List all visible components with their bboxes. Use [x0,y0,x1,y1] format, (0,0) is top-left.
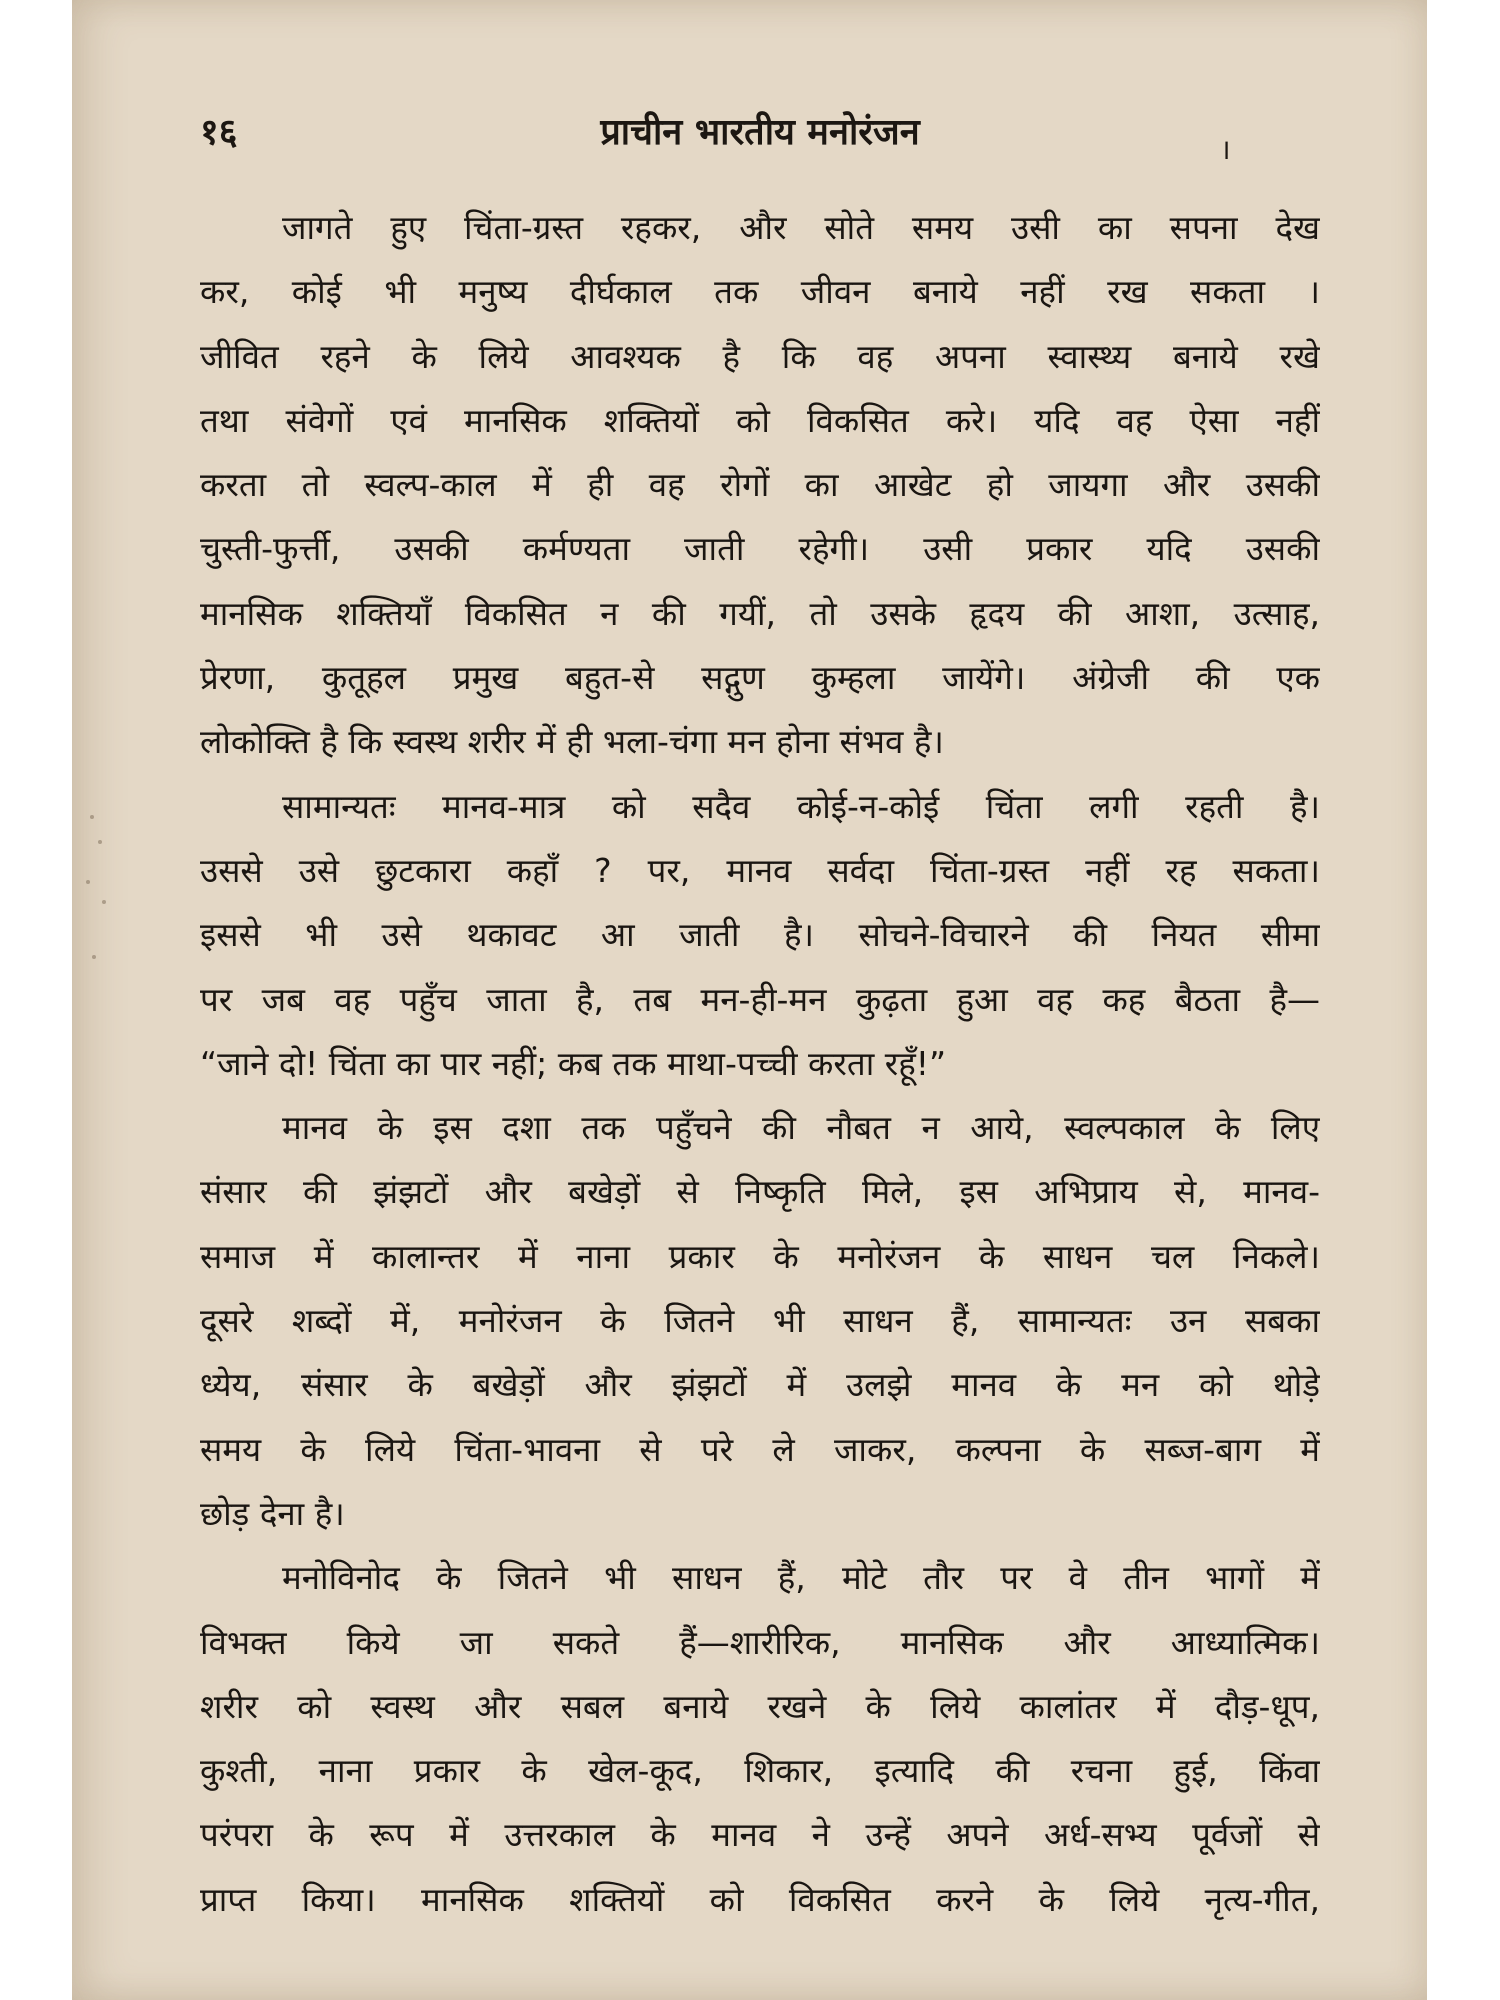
running-title: प्राचीन भारतीय मनोरंजन [600,112,920,153]
text-line: दूसरे शब्दों में, मनोरंजन के जितने भी साधन हैं, सामान्यतः उन सबका [200,1301,1320,1341]
paper-speck [98,840,102,844]
text-line: समाज में कालान्तर में नाना प्रकार के मनोरंजन के साधन चल निकले। [200,1236,1320,1276]
text-line: समय के लिये चिंता-भावना से परे ले जाकर, कल्पना के सब्ज-बाग में [200,1429,1320,1469]
text-line: “जाने दो! चिंता का पार नहीं; कब तक माथा-पच्ची करता रहूँ!” [200,1043,947,1083]
text-line: कुश्ती, नाना प्रकार के खेल-कूद, शिकार, इत्यादि की रचना हुई, किंवा [200,1751,1320,1791]
text-line: संसार की झंझटों और बखेड़ों से निष्कृति मिले, इस अभिप्राय से, मानव- [200,1172,1320,1212]
page-number: १६ [200,112,238,153]
paper-speck [90,815,94,819]
text-line: प्रेरणा, कुतूहल प्रमुख बहुत-से सद्गुण कुम्हला जायेंगे। अंग्रेजी की एक [200,658,1320,698]
paper-speck [102,900,106,904]
text-line: प्राप्त किया। मानसिक शक्तियों को विकसित करने के लिये नृत्य-गीत, [200,1879,1320,1919]
text-line: मानसिक शक्तियाँ विकसित न की गयीं, तो उसके हृदय की आशा, उत्साह, [200,593,1320,633]
text-line: शरीर को स्वस्थ और सबल बनाये रखने के लिये कालांतर में दौड़-धूप, [200,1686,1320,1726]
text-line: पर जब वह पहुँच जाता है, तब मन-ही-मन कुढ़ता हुआ वह कह बैठता है— [200,979,1320,1019]
text-line: चुस्ती-फुर्त्ती, उसकी कर्मण्यता जाती रहेगी। उसी प्रकार यदि उसकी [200,529,1320,569]
text-line: तथा संवेगों एवं मानसिक शक्तियों को विकसित करे। यदि वह ऐसा नहीं [200,400,1320,440]
header-mark: । [1220,133,1231,166]
text-line: ध्येय, संसार के बखेड़ों और झंझटों में उलझे मानव के मन को थोड़े [200,1365,1320,1405]
text-line: परंपरा के रूप में उत्तरकाल के मानव ने उन्हें अपने अर्ध-सभ्य पूर्वजों से [200,1815,1320,1855]
body-text [200,196,1320,1932]
paper-speck [86,880,90,884]
text-line: लोकोक्ति है कि स्वस्थ शरीर में ही भला-चंगा मन होना संभव है। [200,722,944,762]
text-line: मनोविनोद के जितने भी साधन हैं, मोटे तौर पर वे तीन भागों में [282,1558,1320,1598]
paper-speck [92,955,96,959]
text-line: जीवित रहने के लिये आवश्यक है कि वह अपना स्वास्थ्य बनाये रखे [200,336,1320,376]
text-line: इससे भी उसे थकावट आ जाती है। सोचने-विचारने की नियत सीमा [200,915,1320,955]
text-line: मानव के इस दशा तक पहुँचने की नौबत न आये, स्वल्पकाल के लिए [282,1108,1320,1148]
text-line: विभक्त किये जा सकते हैं—शारीरिक, मानसिक और आध्यात्मिक। [200,1622,1320,1662]
text-line: सामान्यतः मानव-मात्र को सदैव कोई-न-कोई चिंता लगी रहती है। [282,786,1320,826]
text-line: छोड़ देना है। [200,1493,345,1533]
text-line: करता तो स्वल्प-काल में ही वह रोगों का आखेट हो जायगा और उसकी [200,465,1320,505]
text-line: उससे उसे छुटकारा कहाँ ? पर, मानव सर्वदा चिंता-ग्रस्त नहीं रह सकता। [200,850,1320,890]
text-line: जागते हुए चिंता-ग्रस्त रहकर, और सोते समय उसी का सपना देख [282,208,1320,247]
page-header [200,100,1320,166]
text-line: कर, कोई भी मनुष्य दीर्घकाल तक जीवन बनाये नहीं रख सकता । [200,272,1320,312]
